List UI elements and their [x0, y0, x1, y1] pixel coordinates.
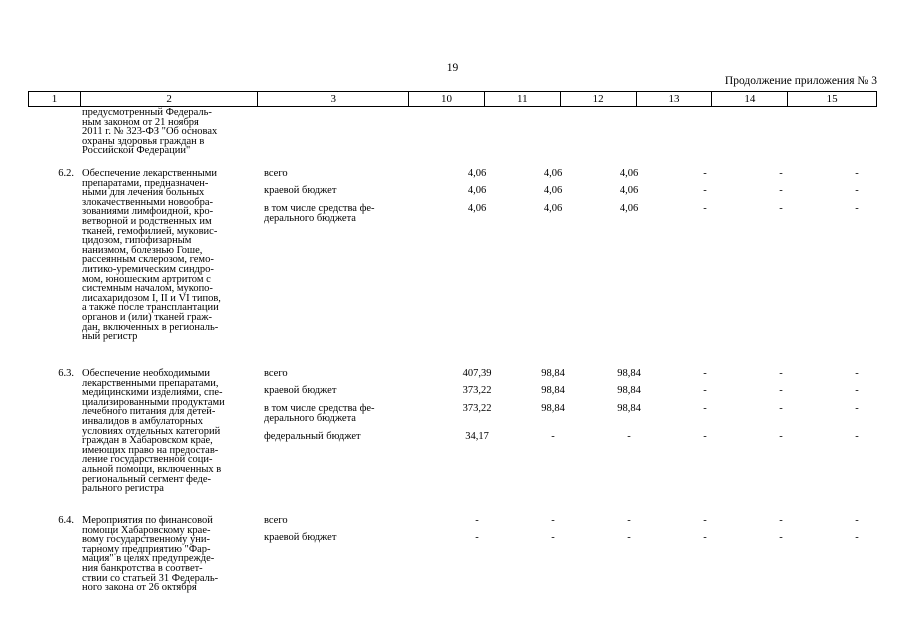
header-cell-12: 12 [561, 92, 637, 106]
value-col-15: - [855, 431, 859, 442]
funding-label: краевой бюджет [264, 385, 337, 396]
row-number: 6.4. [58, 515, 74, 526]
funding-line [264, 403, 859, 424]
value-col-15: - [855, 515, 859, 526]
value-col-12: - [627, 431, 631, 442]
funding-label: всего [264, 368, 288, 379]
row-description: Обеспечение необходимыми лекарственными препаратами, медицинскими изделиями, спе- циализированными продуктами лечебного питания для детей- инвалидов в амбулаторных условиях отдельных категорий граждан в Хабаровском крае, имеющих право на предостав- ление государственной соци- альной помощи, включенных в региональный сегмент феде- рального регистра [82, 368, 225, 495]
value-col-15: - [855, 368, 859, 379]
value-col-15: - [855, 385, 859, 396]
value-col-14: - [779, 431, 783, 442]
value-col-14: - [779, 203, 783, 214]
value-col-14: - [779, 185, 783, 196]
value-col-15: - [855, 403, 859, 414]
value-col-14: - [779, 385, 783, 396]
value-col-11: - [551, 532, 555, 543]
value-col-15: - [855, 185, 859, 196]
value-col-10: 34,17 [465, 431, 489, 442]
value-col-14: - [779, 515, 783, 526]
intro-text-body: предусмотренный Федераль- ным законом от 21 ноября 2011 г. № 323-ФЗ "Об основах охраны здоровья граждан в Российской Федерации" [82, 107, 218, 157]
value-col-10: - [475, 515, 479, 526]
continuation-label: Продолжение приложения № 3 [724, 75, 877, 87]
value-col-12: 4,06 [619, 168, 639, 179]
value-col-11: 98,84 [541, 368, 565, 379]
funding-line [264, 185, 859, 204]
header-cell-10: 10 [409, 92, 485, 106]
funding-line [264, 431, 859, 450]
funding-line [264, 532, 859, 551]
funding-line [264, 515, 859, 534]
value-col-14: - [779, 532, 783, 543]
funding-label: в том числе средства фе- дерального бюджета [264, 203, 375, 224]
funding-line [264, 203, 859, 224]
header-cell-1: 1 [29, 92, 81, 106]
value-col-11: 4,06 [543, 185, 563, 196]
value-col-13: - [703, 431, 707, 442]
value-col-13: - [703, 515, 707, 526]
page-number: 19 [446, 62, 459, 74]
funding-label: федеральный бюджет [264, 431, 361, 442]
value-col-12: 98,84 [617, 368, 641, 379]
value-col-12: 4,06 [619, 203, 639, 214]
value-col-10: 407,39 [462, 368, 492, 379]
header-cell-15: 15 [826, 93, 838, 105]
funding-line [264, 385, 859, 404]
row-number: 6.2. [58, 168, 74, 179]
funding-label: в том числе средства фе- дерального бюджета [264, 403, 375, 424]
value-col-15: - [855, 532, 859, 543]
value-col-11: 4,06 [543, 203, 563, 214]
value-col-12: 98,84 [617, 385, 641, 396]
value-col-12: - [627, 532, 631, 543]
value-col-14: - [779, 368, 783, 379]
funding-label: всего [264, 515, 288, 526]
table-header-row [28, 91, 877, 107]
value-col-11: - [551, 431, 555, 442]
value-col-10: 4,06 [467, 185, 487, 196]
header-cell-14: 14 [712, 92, 788, 106]
value-col-10: 373,22 [462, 403, 492, 414]
value-col-10: 373,22 [462, 385, 492, 396]
value-col-11: - [551, 515, 555, 526]
funding-label: краевой бюджет [264, 185, 337, 196]
value-col-15: - [855, 203, 859, 214]
value-col-13: - [703, 168, 707, 179]
funding-label: краевой бюджет [264, 532, 337, 543]
value-col-12: - [627, 515, 631, 526]
value-col-11: 4,06 [543, 168, 563, 179]
value-col-13: - [703, 385, 707, 396]
value-col-12: 98,84 [617, 403, 641, 414]
value-col-11: 98,84 [541, 385, 565, 396]
value-col-10: 4,06 [467, 203, 487, 214]
value-col-13: - [703, 368, 707, 379]
value-col-14: - [779, 403, 783, 414]
row-description: Мероприятия по финансовой помощи Хабаровскому крае- вому государственному уни- тарному предприятию "Фар- мация" в целях предупрежде- ния банкротства в соответ- ствии со статьей 31 Федераль- ного закона от 26 октября [82, 515, 219, 594]
row-number: 6.3. [58, 368, 74, 379]
header-cell-13: 13 [637, 92, 713, 106]
value-col-13: - [703, 185, 707, 196]
row-description: Обеспечение лекарственными препаратами, предназначен- ными для лечения больных злокачественными новообра- зованиями лимфоидной, кро- ветворной и родственных им тканей, гемофилией, муковис- цидозом, гипофизарным нанизмом, болезнью Гоше, рассеянным склерозом, гемо- литико-уремическим синдро- мом, юношеским артритом с системным началом, мукопо- лисахаридозом I, II и VI типов, а также после трансплантации органов и (или) тканей граж- дан, включенных в региональ- ный регистр [82, 168, 221, 343]
header-cell-2: 2 [81, 92, 259, 106]
value-col-15: - [855, 168, 859, 179]
funding-label: всего [264, 168, 288, 179]
header-cell-11: 11 [485, 92, 561, 106]
value-col-10: - [475, 532, 479, 543]
value-col-13: - [703, 203, 707, 214]
value-col-13: - [703, 403, 707, 414]
value-col-13: - [703, 532, 707, 543]
value-col-12: 4,06 [619, 185, 639, 196]
value-col-14: - [779, 168, 783, 179]
value-col-11: 98,84 [541, 403, 565, 414]
value-col-10: 4,06 [467, 168, 487, 179]
header-cell-3: 3 [258, 92, 409, 106]
